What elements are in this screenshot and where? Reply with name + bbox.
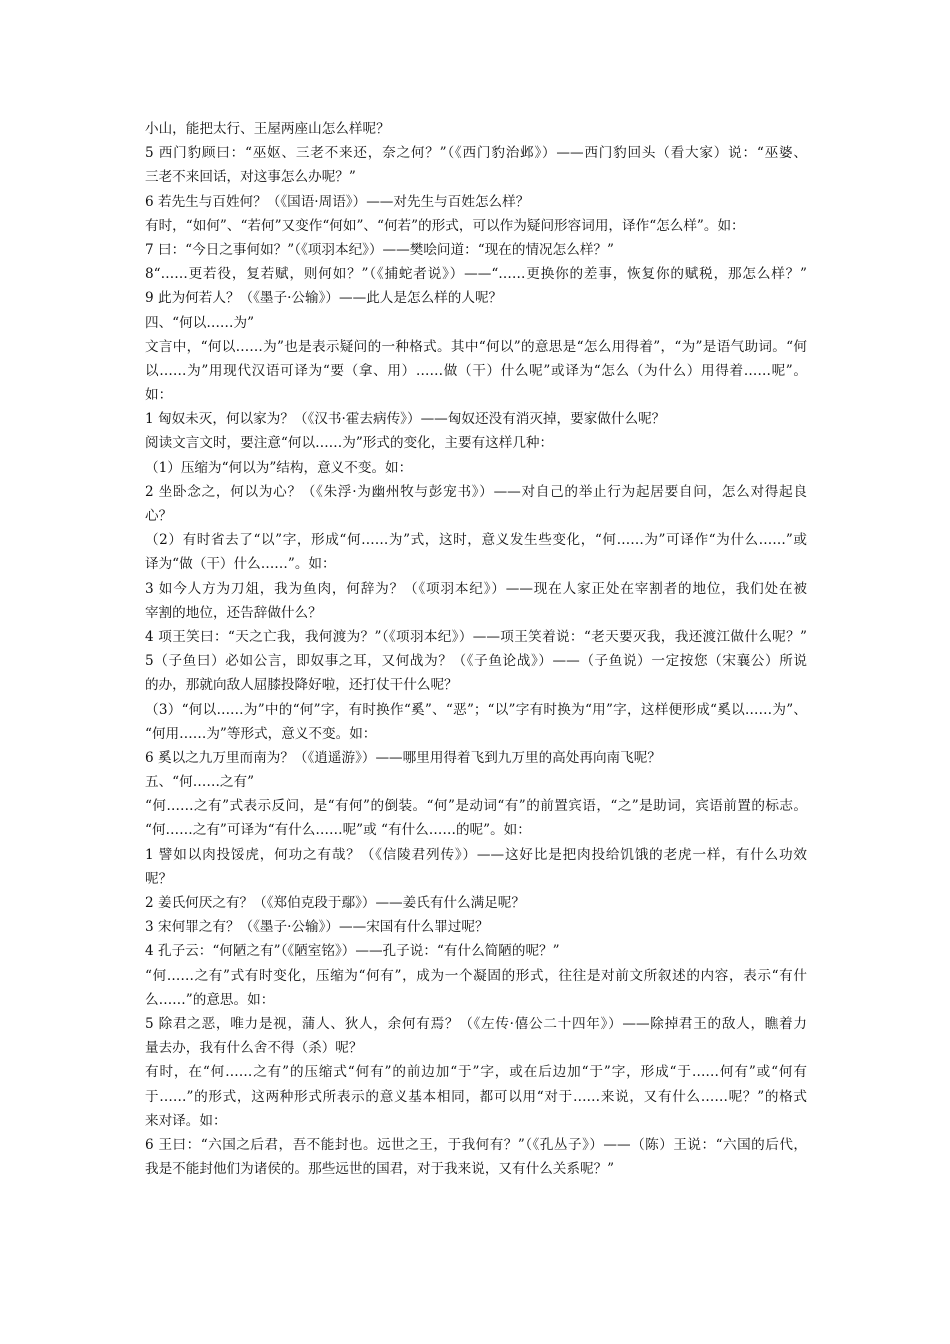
text-line: 3 如今人方为刀俎，我为鱼肉，何辞为？（《项羽本纪》）——现在人家正处在宰割者的地位，我们处在被: [145, 580, 807, 597]
text-line: 有时，在“何……之有”的压缩式“何有”的前边加“于”字，或在后边加“于”字，形成“于……何有”或“何有: [145, 1064, 807, 1081]
text-line: 的办，那就向敌人屈膝投降好啦，还打仗干什么呢？: [145, 677, 458, 694]
text-line: 6 王曰：“六国之后君，吾不能封也。远世之王，于我何有？”（《孔丛子》）——（陈）王说：“六国的后代，: [145, 1136, 807, 1153]
text-line: 以……为”用现代汉语可译为“要（拿、用）……做（干）什么呢”或译为“怎么（为什么）用得着……呢”。: [145, 362, 807, 379]
text-line: 2 坐卧念之，何以为心？（《朱浮·为幽州牧与彭宠书》）——对自己的举止行为起居要自问，怎么对得起良: [145, 483, 807, 500]
text-line: “何用……为”等形式，意义不变。如：: [145, 725, 377, 742]
text-line: 6 奚以之九万里而南为？（《逍遥游》）——哪里用得着飞到九万里的高处再向南飞呢？: [145, 749, 661, 766]
text-line: 呢？: [145, 870, 173, 887]
text-line: 5 西门豹顾曰：“巫妪、三老不来还，奈之何？”（《西门豹治邺》）——西门豹回头（看大家）说：“巫婆、: [145, 145, 807, 162]
text-line: 小山，能把太行、王屋两座山怎么样呢？: [145, 121, 390, 137]
text-line: 6 若先生与百姓何？（《国语·周语》）——对先生与百姓怎么样？: [145, 193, 530, 210]
text-line: 么……”的意思。如：: [145, 991, 275, 1008]
text-line: 3 宋何罪之有？（《墨子·公输》）——宋国有什么罪过呢？: [145, 919, 489, 936]
text-line: 阅读文言文时，要注意“何以……为”形式的变化，主要有这样几种：: [145, 435, 554, 452]
text-line: 9 此为何若人？（《墨子·公输》）——此人是怎么样的人呢？: [145, 290, 503, 307]
text-line: 4 项王笑曰：“天之亡我，我何渡为？”（《项羽本纪》）——项王笑着说：“老天要灭我，我还渡江做什么呢？”: [145, 628, 807, 645]
text-line: 5（子鱼曰）必如公言，即奴事之耳，又何战为？（《子鱼论战》）——（子鱼说）一定按您（宋襄公）所说: [145, 653, 807, 670]
text-line: “何……之有”可译为“有什么……呢”或 “有什么……的呢”。如：: [145, 822, 531, 839]
text-line: 宰割的地位，还告辞做什么？: [145, 604, 322, 621]
text-line: 量去办，我有什么舍不得（杀）呢？: [145, 1040, 363, 1057]
text-line: 我是不能封他们为诸侯的。那些远世的国君，对于我来说，又有什么关系呢？”: [145, 1161, 615, 1178]
text-line: 5 除君之恶，唯力是视，蒲人、狄人，余何有焉？（《左传·僖公二十四年》）——除掉君王的敌人，瞧着力: [145, 1015, 807, 1032]
text-line: 文言中，“何以……为”也是表示疑问的一种格式。其中“何以”的意思是“怎么用得着”，“为”是语气助词。“何: [145, 338, 807, 355]
text-line: 于……”的形式，这两种形式所表示的意义基本相同，都可以用“对于……来说，又有什么……呢？”的格式: [145, 1088, 807, 1105]
text-line: （3）“何以……为”中的“何”字，有时换作“奚”、“恶”；“以”字有时换为“用”字，这样便形成“奚以……为”、: [145, 701, 807, 718]
text-line: 来对译。如：: [145, 1112, 227, 1129]
text-line: （2）有时省去了“以”字，形成“何……为”式，这时，意义发生些变化，“何……为”可译作“为什么……”或: [145, 532, 807, 549]
text-line: 1 譬如以肉投馁虎，何功之有哉？（《信陵君列传》）——这好比是把肉投给饥饿的老虎一样，有什么功效: [145, 846, 807, 863]
document-body: [145, 117, 807, 1181]
text-line: 五、“何……之有”: [145, 774, 255, 791]
text-line: 2 姜氏何厌之有？（《郑伯克段于鄢》）——姜氏有什么满足呢？: [145, 895, 525, 911]
text-line: 心？: [145, 508, 173, 524]
text-line: 四、“何以……为”: [145, 314, 255, 331]
text-line: 4 孔子云：“何陋之有”（《陋室铭》）——孔子说：“有什么简陋的呢？”: [145, 943, 560, 960]
text-line: 7 曰：“今日之事何如？”（《项羽本纪》）——樊哙问道：“现在的情况怎么样？”: [145, 241, 614, 258]
text-line: “何……之有”式有时变化，压缩为“何有”，成为一个凝固的形式，往往是对前文所叙述的内容，表示“有什: [145, 967, 807, 984]
text-line: 如：: [145, 387, 173, 404]
text-line: 有时，“如何”、“若何”又变作“何如”、“何若”的形式，可以作为疑问形容词用，译作“怎么样”。如：: [145, 217, 745, 234]
text-line: 三老不来回话，对这事怎么办呢？”: [145, 169, 356, 186]
text-line: 1 匈奴未灭，何以家为？（《汉书·霍去病传》）——匈奴还没有消灭掉，要家做什么呢？: [145, 411, 666, 428]
text-line: 译为“做（干）什么……”。如：: [145, 556, 336, 573]
text-line: 8“……更若役，复若赋，则何如？”（《捕蛇者说》）——“……更换你的差事，恢复你的赋税，那怎么样？”: [145, 266, 807, 283]
text-line: “何……之有”式表示反问，是“有何”的倒装。“何”是动词“有”的前置宾语，“之”是助词，宾语前置的标志。: [145, 798, 807, 815]
text-line: （1）压缩为“何以为”结构，意义不变。如：: [145, 459, 413, 476]
